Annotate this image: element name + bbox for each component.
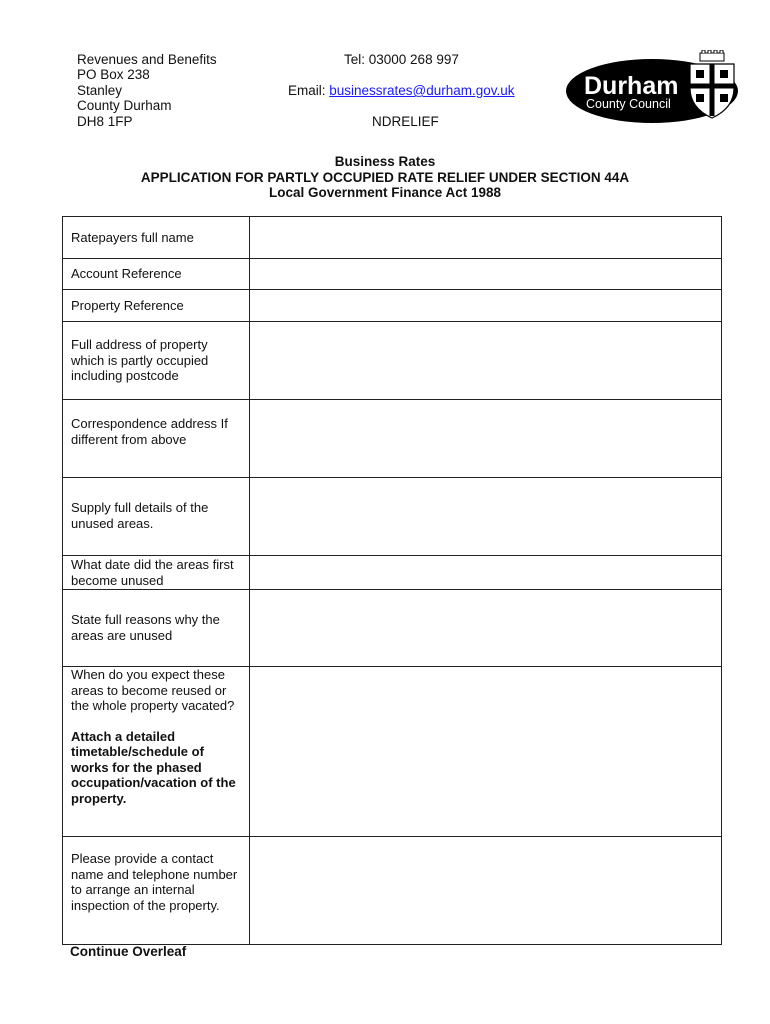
- form-reference: NDRELIEF: [372, 114, 439, 129]
- account-reference-field[interactable]: [250, 259, 722, 290]
- form-row-property-reference: [63, 290, 722, 322]
- unused-reasons-field[interactable]: [250, 590, 722, 667]
- title-line-2: APPLICATION FOR PARTLY OCCUPIED RATE RELIEF UNDER SECTION 44A: [140, 169, 630, 185]
- form-row-ratepayer-name: [63, 217, 722, 259]
- application-form-table: [62, 216, 722, 945]
- ratepayer-name-field[interactable]: [250, 217, 722, 259]
- sender-address: [77, 52, 217, 129]
- logo-text-durham: Durham: [584, 72, 679, 100]
- email-label: Email:: [288, 83, 330, 98]
- row-label: Ratepayers full name: [63, 217, 250, 259]
- address-line: DH8 1FP: [77, 113, 133, 129]
- form-row-correspondence-address: [63, 400, 722, 478]
- unused-areas-field[interactable]: [250, 478, 722, 556]
- durham-logo: [566, 50, 738, 124]
- address-line: County Durham: [77, 98, 172, 114]
- unused-date-field[interactable]: [250, 556, 722, 590]
- address-line: Revenues and Benefits: [77, 52, 217, 67]
- address-line: PO Box 238: [77, 67, 150, 83]
- row-label: Full address of property which is partly occupied including postcode: [63, 322, 250, 400]
- expected-reuse-field[interactable]: [250, 667, 722, 837]
- row-label: Account Reference: [63, 259, 250, 290]
- row-label: When do you expect these areas to become reused or the whole property vacated?: [71, 667, 235, 713]
- telephone: Tel: 03000 268 997: [344, 52, 459, 67]
- continue-overleaf: Continue Overleaf: [70, 944, 187, 959]
- timetable-note: Attach a detailed timetable/schedule of works for the phased occupation/vacation of the property.: [71, 728, 236, 806]
- title-line-1: Business Rates: [334, 154, 436, 169]
- form-row-property-address: [63, 322, 722, 400]
- row-label: Correspondence address If different from above: [63, 400, 250, 478]
- row-label: Supply full details of the unused areas.: [63, 478, 250, 556]
- logo-text-council: County Council: [586, 97, 671, 111]
- row-label: Please provide a contact name and telephone number to arrange an internal inspection of the property.: [63, 837, 250, 945]
- correspondence-address-field[interactable]: [250, 400, 722, 478]
- title-line-3: Local Government Finance Act 1988: [268, 185, 502, 200]
- row-label: What date did the areas first become unused: [63, 556, 250, 590]
- form-row-unused-date: [63, 556, 722, 590]
- email-link[interactable]: businessrates@durham.gov.uk: [329, 83, 515, 98]
- expected-reuse-label-cell: [63, 667, 250, 837]
- property-address-field[interactable]: [250, 322, 722, 400]
- form-row-contact-details: [63, 837, 722, 945]
- coat-of-arms-icon: [690, 50, 734, 118]
- form-row-unused-reasons: [63, 590, 722, 667]
- property-reference-field[interactable]: [250, 290, 722, 322]
- row-label: State full reasons why the areas are unused: [63, 590, 250, 667]
- row-label: Property Reference: [63, 290, 250, 322]
- email-line: [288, 83, 515, 98]
- form-title: [0, 154, 770, 201]
- contact-details-field[interactable]: [250, 837, 722, 945]
- address-line: Stanley: [77, 82, 123, 98]
- form-row-unused-areas: [63, 478, 722, 556]
- form-row-expected-reuse: [63, 667, 722, 837]
- form-row-account-reference: [63, 259, 722, 290]
